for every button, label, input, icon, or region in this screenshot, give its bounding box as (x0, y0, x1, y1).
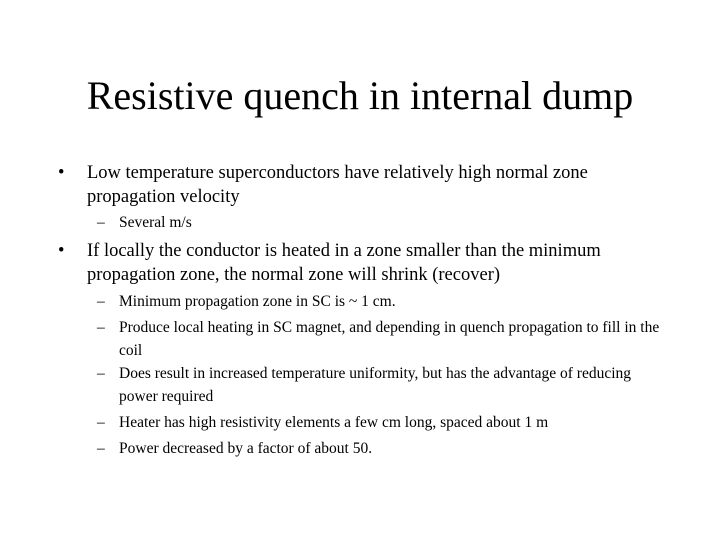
bullet-marker: • (58, 163, 65, 183)
sub-bullet-marker: – (97, 214, 105, 231)
sub-bullet-marker: – (97, 440, 105, 457)
sub-bullet-item (97, 411, 672, 434)
sub-bullet-text: Several m/s (119, 214, 192, 231)
sub-bullet-marker: – (97, 414, 105, 431)
bullet-item (58, 239, 668, 287)
bullet-text: If locally the conductor is heated in a zone smaller than the minimum propagation zone, the normal zone will shrink (recover) (87, 241, 601, 285)
slide-title: Resistive quench in internal dump (86, 73, 634, 118)
sub-bullet-marker: – (97, 293, 105, 310)
sub-bullet-item (97, 211, 672, 234)
sub-bullet-text: Power decreased by a factor of about 50. (119, 440, 373, 457)
bullet-marker: • (58, 241, 65, 261)
sub-bullet-item (97, 437, 672, 460)
sub-bullet-text: Does result in increased temperature uniformity, but has the advantage of reducing power required (119, 365, 632, 405)
sub-bullet-text: Minimum propagation zone in SC is ~ 1 cm. (119, 293, 396, 310)
sub-bullet-marker: – (97, 319, 105, 336)
sub-bullet-text: Produce local heating in SC magnet, and depending in quench propagation to fill in the coil (119, 319, 660, 359)
sub-bullet-marker: – (97, 365, 105, 382)
sub-bullet-item (97, 290, 672, 313)
sub-bullet-text: Heater has high resistivity elements a few cm long, spaced about 1 m (119, 414, 549, 431)
bullet-item (58, 161, 668, 209)
sub-bullet-item (97, 316, 672, 362)
sub-bullet-item (97, 362, 672, 408)
bullet-text: Low temperature superconductors have relatively high normal zone propagation velocity (87, 163, 588, 207)
